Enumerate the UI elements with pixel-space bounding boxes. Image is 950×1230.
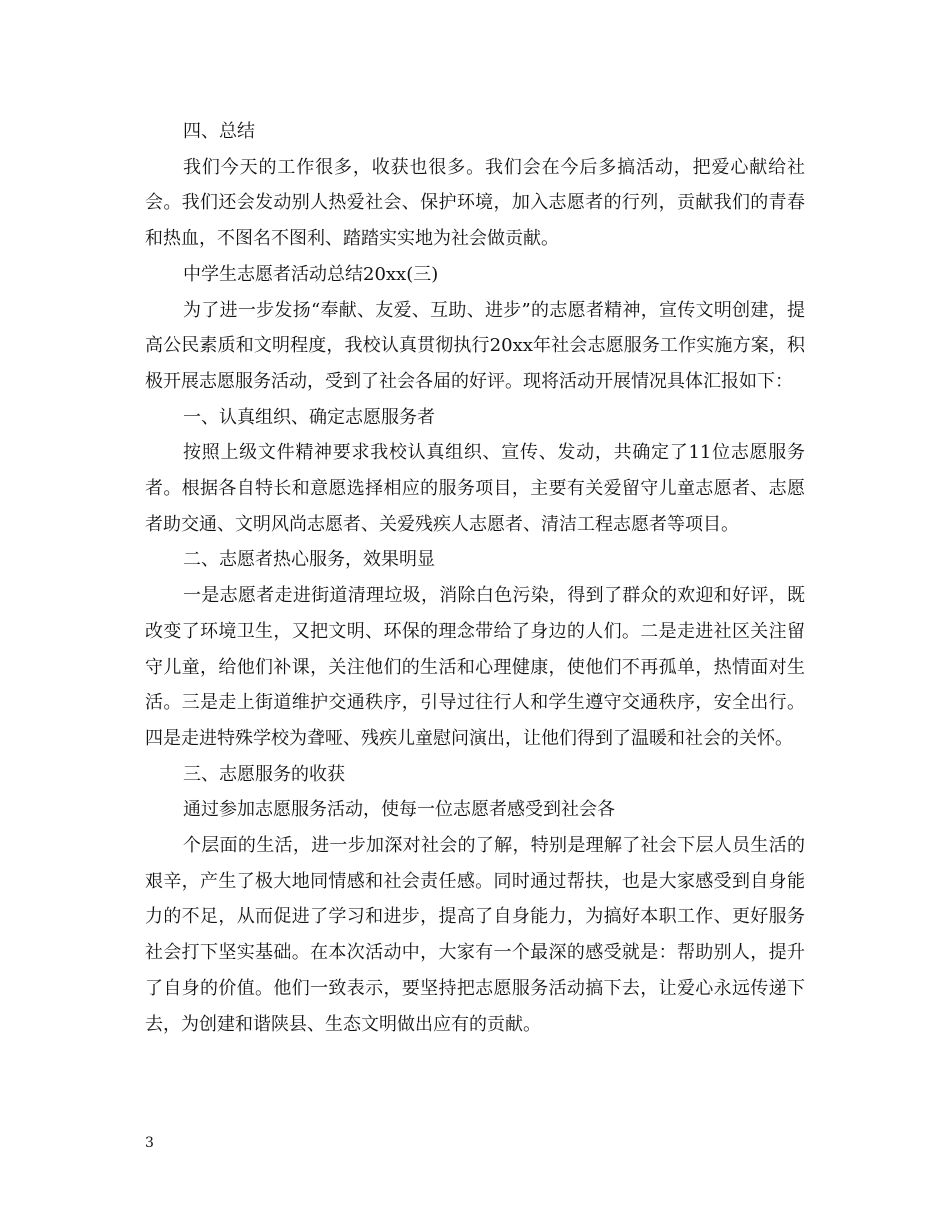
paragraph: 我们今天的工作很多，收获也很多。我们会在今后多搞活动，把爱心献给社会。我们还会发动别人热爱社会、保护环境，加入志愿者的行列，贡献我们的青春和热血，不图名不图利、踏踏实实地为社会做贡献。 xyxy=(145,156,805,250)
section-heading-gains: 三、志愿服务的收获 xyxy=(183,763,345,785)
page-number: 3 xyxy=(145,1135,154,1151)
section-heading-service: 二、志愿者热心服务，效果明显 xyxy=(183,549,435,571)
article-title: 中学生志愿者活动总结20xx(三) xyxy=(183,263,439,285)
paragraph: 为了进一步发扬“奉献、友爱、互助、进步”的志愿者精神，宣传文明创建，提高公民素质和文明程度，我校认真贯彻执行20xx年社会志愿服务工作实施方案，积极开展志愿服务活动，受到了社会各届的好评。现将活动开展情况具体汇报如下： xyxy=(145,299,805,392)
paragraph: 通过参加志愿服务活动，使每一位志愿者感受到社会各 xyxy=(183,799,615,821)
paragraph: 一是志愿者走进街道清理垃圾，消除白色污染，得到了群众的欢迎和好评，既改变了环境卫生，又把文明、环保的理念带给了身边的人们。二是走进社区关注留守儿童，给他们补课，关注他们的生活和心理健康，使他们不再孤单，热情面对生活。三是走上街道维护交通秩序，引导过往行人和学生遵守交通秩序，安全出行。四是走进特殊学校为聋哑、残疾儿童慰问演出，让他们得到了温暖和社会的关怀。 xyxy=(145,585,805,749)
paragraph: 按照上级文件精神要求我校认真组织、宣传、发动，共确定了11位志愿服务者。根据各自特长和意愿选择相应的服务项目，主要有关爱留守儿童志愿者、志愿者助交通、文明风尚志愿者、关爱残疾人志愿者、清洁工程志愿者等项目。 xyxy=(145,442,805,535)
paragraph: 个层面的生活，进一步加深对社会的了解，特别是理解了社会下层人员生活的艰辛，产生了极大地同情感和社会责任感。同时通过帮扶，也是大家感受到自身能力的不足，从而促进了学习和进步，提高了自身能力，为搞好本职工作、更好服务社会打下坚实基础。在本次活动中，大家有一个最深的感受就是：帮助别人，提升了自身的价值。他们一致表示，要坚持把志愿服务活动搞下去，让爱心永远传递下去，为创建和谐陕县、生态文明做出应有的贡献。 xyxy=(145,835,805,1035)
section-heading-summary: 四、总结 xyxy=(183,121,255,142)
section-heading-organize: 一、认真组织、确定志愿服务者 xyxy=(183,406,435,428)
document-body xyxy=(145,114,805,1042)
